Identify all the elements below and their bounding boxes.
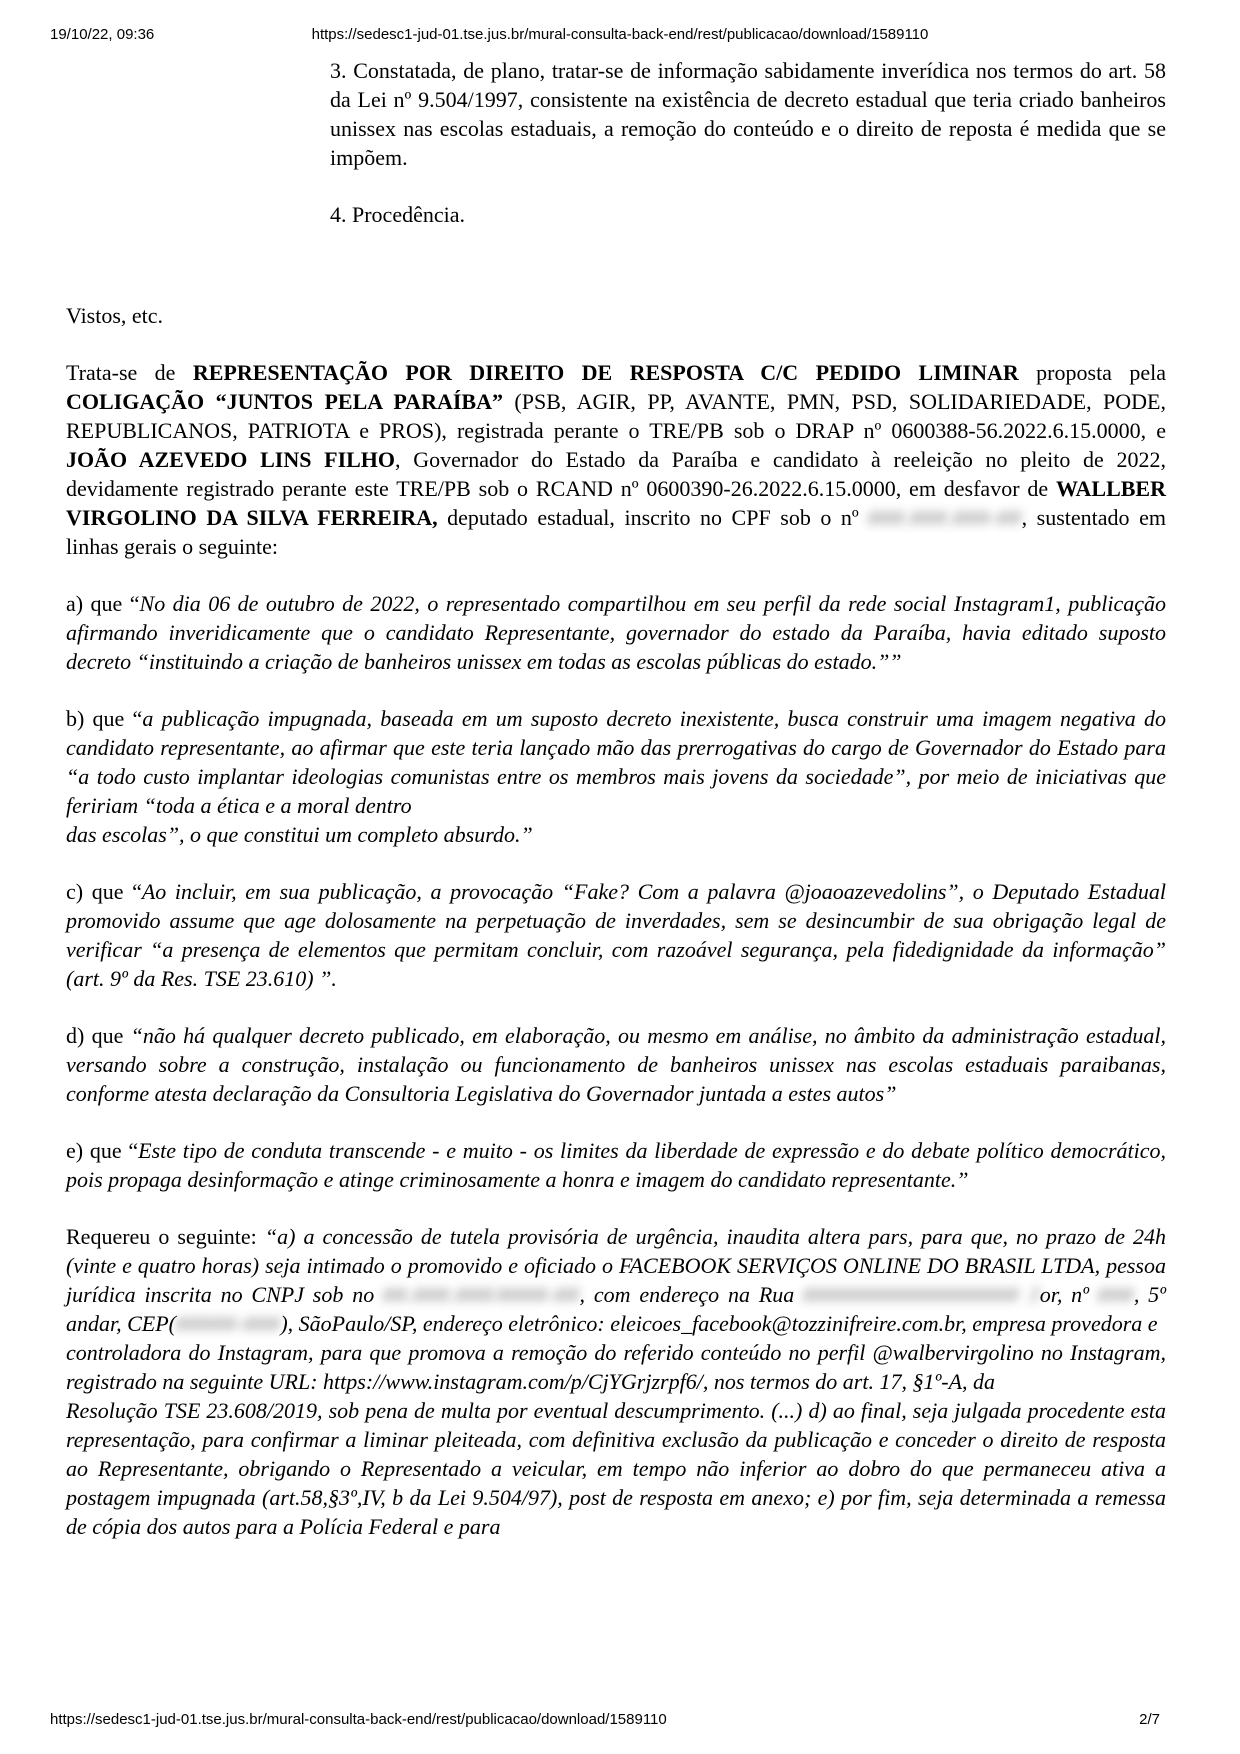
text-run: (PSB, AGIR, PP, AVANTE, PMN, PSD, SOLIDARIEDADE, PODE, REPUBLICANOS, PATRIOTA e PROS), registrada perante o TRE/PB sob o DRAP nº 0600388-56.2022.6.15.0000, e (66, 389, 1166, 443)
text-run: Resolução TSE 23.608/2019, sob pena de multa por eventual descumprimento. (...) d) ao final, seja julgada procedente esta representação, para confirmar a liminar pleiteada, com definitiva exclusão da publicação e conceder o direito de resposta ao Representante, obrigando o Representado a veicular, em tempo não inferior ao dobro do que permaneceu ativa a postagem impugnada (art.58,§3º,IV, b da Lei 9.504/97), post de resposta em anexo; e) por fim, seja determinada a remessa de cópia dos autos para a Polícia Federal e para (66, 1398, 1166, 1539)
text-run: “a) a concessão de tutela provisória de urgência, inaudita altera pars, para que, no prazo de 24h (vinte e quatro horas) seja intimado o promovido e oficiado o FACEBOOK SERVIÇOS ONLINE DO BRASIL LTDA, pessoa jurídica inscrita no CNPJ sob no (66, 1224, 1167, 1307)
text-run: , 5º andar, CEP( (66, 1282, 1166, 1336)
paragraph-trata-se (66, 358, 1166, 561)
text-run: Trata-se de (66, 360, 193, 385)
text-run: Ao incluir, em sua publicação, a provocação “Fake? Com a palavra @joaoazevedolins”, o Deputado Estadual promovido assume que age dolosamente na perpetuação de inverdades, sem se desincumbir de sua obrigação legal de verificar “a presença de elementos que permitam concluir, com razoável segurança, pela fidedignidade da informação” (art. 9º da Res. TSE 23.610) ”. (66, 879, 1166, 991)
redacted-text: ### (1097, 1282, 1134, 1307)
text-run: a publicação impugnada, baseada em um suposto decreto inexistente, busca construir uma imagem negativa do candidato representante, ao afirmar que este teria lançado mão das prerrogativas do cargo de Governador do Estado para “a todo custo implantar ideologias comunistas entre os membros mais jovens da sociedade”, por meio de iniciativas que feririam “toda a ética e a moral dentro (66, 706, 1166, 818)
text-run: proposta pela (1018, 360, 1166, 385)
text-run: b) que “ (66, 706, 143, 731)
text-run: COLIGAÇÃO “JUNTOS PELA PARAÍBA” (66, 389, 503, 414)
text-run: , sustentado em linhas gerais o seguinte: (66, 505, 1166, 559)
text-run: das escolas”, o que constitui um completo absurdo.” (66, 822, 533, 847)
document-body (66, 56, 1166, 1569)
text-run: e) que “ (66, 1138, 139, 1163)
text-run: , com endereço na Rua (579, 1282, 804, 1307)
text-run: ), SãoPaulo/SP, endereço eletrônico: eleicoes_facebook@tozzinifreire.com.br, empresa provedora e (280, 1311, 1158, 1336)
text-run: JOÃO AZEVEDO LINS FILHO (66, 447, 396, 472)
text-run: Este tipo de conduta transcende - e muito - os limites da liberdade de expressão e do debate político democrático, pois propaga desinformação e atinge criminosamente a honra e imagem do candidato representante.” (66, 1138, 1167, 1192)
text-run: controladora do Instagram, para que promova a remoção do referido conteúdo no perfil @walbervirgolino no Instagram, registrado na seguinte URL: https://www.instagram.com/p/CjYGrjzrpf6/, nos termos do art. 17, §1º-A, da (66, 1340, 1166, 1394)
text-run: WALLBER VIRGOLINO DA SILVA FERREIRA, (66, 476, 1166, 530)
paragraph-vistos (66, 301, 1166, 330)
paragraph-item-b (66, 704, 1166, 849)
print-footer (50, 1711, 1160, 1728)
redacted-text: ##.###.###/####-## (383, 1282, 580, 1307)
paragraph-item-e (66, 1136, 1166, 1194)
footer-page-indicator: 2/7 (1139, 1711, 1160, 1728)
text-run: REPRESENTAÇÃO POR DIREITO DE RESPOSTA C/C PEDIDO LIMINAR (192, 360, 1019, 385)
redacted-text: #####-### (176, 1311, 281, 1336)
paragraph-item-c (66, 877, 1166, 993)
text-run: Requereu o seguinte: (66, 1224, 265, 1249)
text-run: c) que “ (66, 879, 142, 904)
text-run: or, nº (1039, 1282, 1098, 1307)
header-datetime: 19/10/22, 09:36 (50, 26, 155, 43)
paragraph-requereu (66, 1222, 1166, 1541)
print-header (0, 26, 1240, 43)
paragraph-item-d (66, 1021, 1166, 1108)
paragraph-numbered-point-4 (330, 200, 1166, 229)
text-run: , Governador do Estado da Paraíba e candidato à reeleição no pleito de 2022, devidamente registrado perante este TRE/PB sob o RCAND nº 0600390-26.2022.6.15.0000, em desfavor de (66, 447, 1166, 501)
text-run: Vistos, etc. (66, 303, 164, 328)
text-run: “não há qualquer decreto publicado, em elaboração, ou mesmo em análise, no âmbito da administração estadual, versando sobre a construção, instalação ou funcionamento de banheiros unissex nas escolas estaduais paraibanas, conforme atesta declaração da Consultoria Legislativa do Governador juntada a estes autos” (66, 1023, 1167, 1106)
redacted-text: ################## J (803, 1282, 1040, 1307)
header-url: https://sedesc1-jud-01.tse.jus.br/mural-consulta-back-end/rest/publicacao/download/1589110 (311, 26, 929, 43)
text-run: deputado estadual, inscrito no CPF sob o nº (437, 505, 869, 530)
text-run: No dia 06 de outubro de 2022, o representado compartilhou em seu perfil da rede social Instagram1, publicação afirmando inveridicamente que o candidato Representante, governador do estado da Paraíba, havia editado suposto decreto “instituindo a criação de banheiros unissex em todas as escolas públicas do estado.”” (66, 591, 1167, 674)
text-run: d) que (66, 1023, 131, 1048)
text-run: a) que “ (66, 591, 140, 616)
text-run: 3. Constatada, de plano, tratar-se de informação sabidamente inverídica nos termos do art. 58 da Lei nº 9.504/1997, consistente na existência de decreto estadual que teria criado banheiros unissex nas escolas estaduais, a remoção do conteúdo e o direito de reposta é medida que se impõem. (330, 58, 1166, 170)
footer-url: https://sedesc1-jud-01.tse.jus.br/mural-consulta-back-end/rest/publicacao/download/1589110 (50, 1711, 667, 1728)
redacted-text: ###.###.###-## (868, 505, 1022, 530)
paragraph-numbered-point-3 (330, 56, 1166, 172)
text-run: 4. Procedência. (330, 202, 465, 227)
paragraph-item-a (66, 589, 1166, 676)
